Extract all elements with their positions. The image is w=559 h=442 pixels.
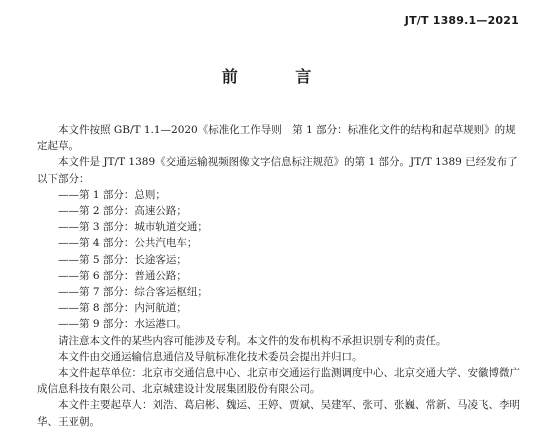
list-item: ——第 1 部分：总则； [58, 188, 166, 201]
paragraph-patent-notice: 请注意本文件的某些内容可能涉及专利。本文件的发布机构不承担识别专利的责任。 [58, 334, 447, 347]
paragraph-drafting-rules: 本文件按照 GB/T 1.1—2020《标准化工作导则 第 1 部分：标准化文件的结构和起草规则》的规定起草。 [37, 124, 516, 153]
list-item: ——第 9 部分：水运港口。 [58, 318, 187, 331]
document-number: JT/T 1389.1—2021 [404, 14, 519, 27]
list-item: ——第 8 部分：内河航道； [58, 302, 187, 315]
paragraph-proposer: 本文件由交通运输信息通信及导航标准化技术委员会提出并归口。 [58, 350, 363, 363]
list-item: ——第 7 部分：综合客运枢纽； [58, 286, 208, 299]
list-item: ——第 4 部分：公共汽电车； [58, 237, 198, 250]
list-item: ——第 3 部分：城市轨道交通； [58, 221, 208, 234]
paragraph-series-parts: 本文件是 JT/T 1389《交通运输视频图像文字信息标注规范》的第 1 部分。JT/T 1389 已经发布了以下部分： [37, 156, 518, 185]
list-item: ——第 5 部分：长途客运； [58, 253, 187, 266]
list-item: ——第 2 部分：高速公路； [58, 205, 187, 218]
list-item: ——第 6 部分：普通公路； [58, 269, 187, 282]
paragraph-drafters: 本文件主要起草人：刘浩、葛启彬、魏运、王婷、贾斌、吴建军、张可、张巍、常新、马凌飞、李明华、王亚朝。 [37, 399, 520, 428]
page-title: 前 言 [221, 67, 338, 86]
paragraph-drafting-units: 本文件起草单位：北京市交通信息中心、北京市交通运行监测调度中心、北京交通大学、安徽博微广成信息科技有限公司、北京城建设计发展集团股份有限公司。 [37, 367, 520, 396]
foreword-body [37, 122, 520, 430]
